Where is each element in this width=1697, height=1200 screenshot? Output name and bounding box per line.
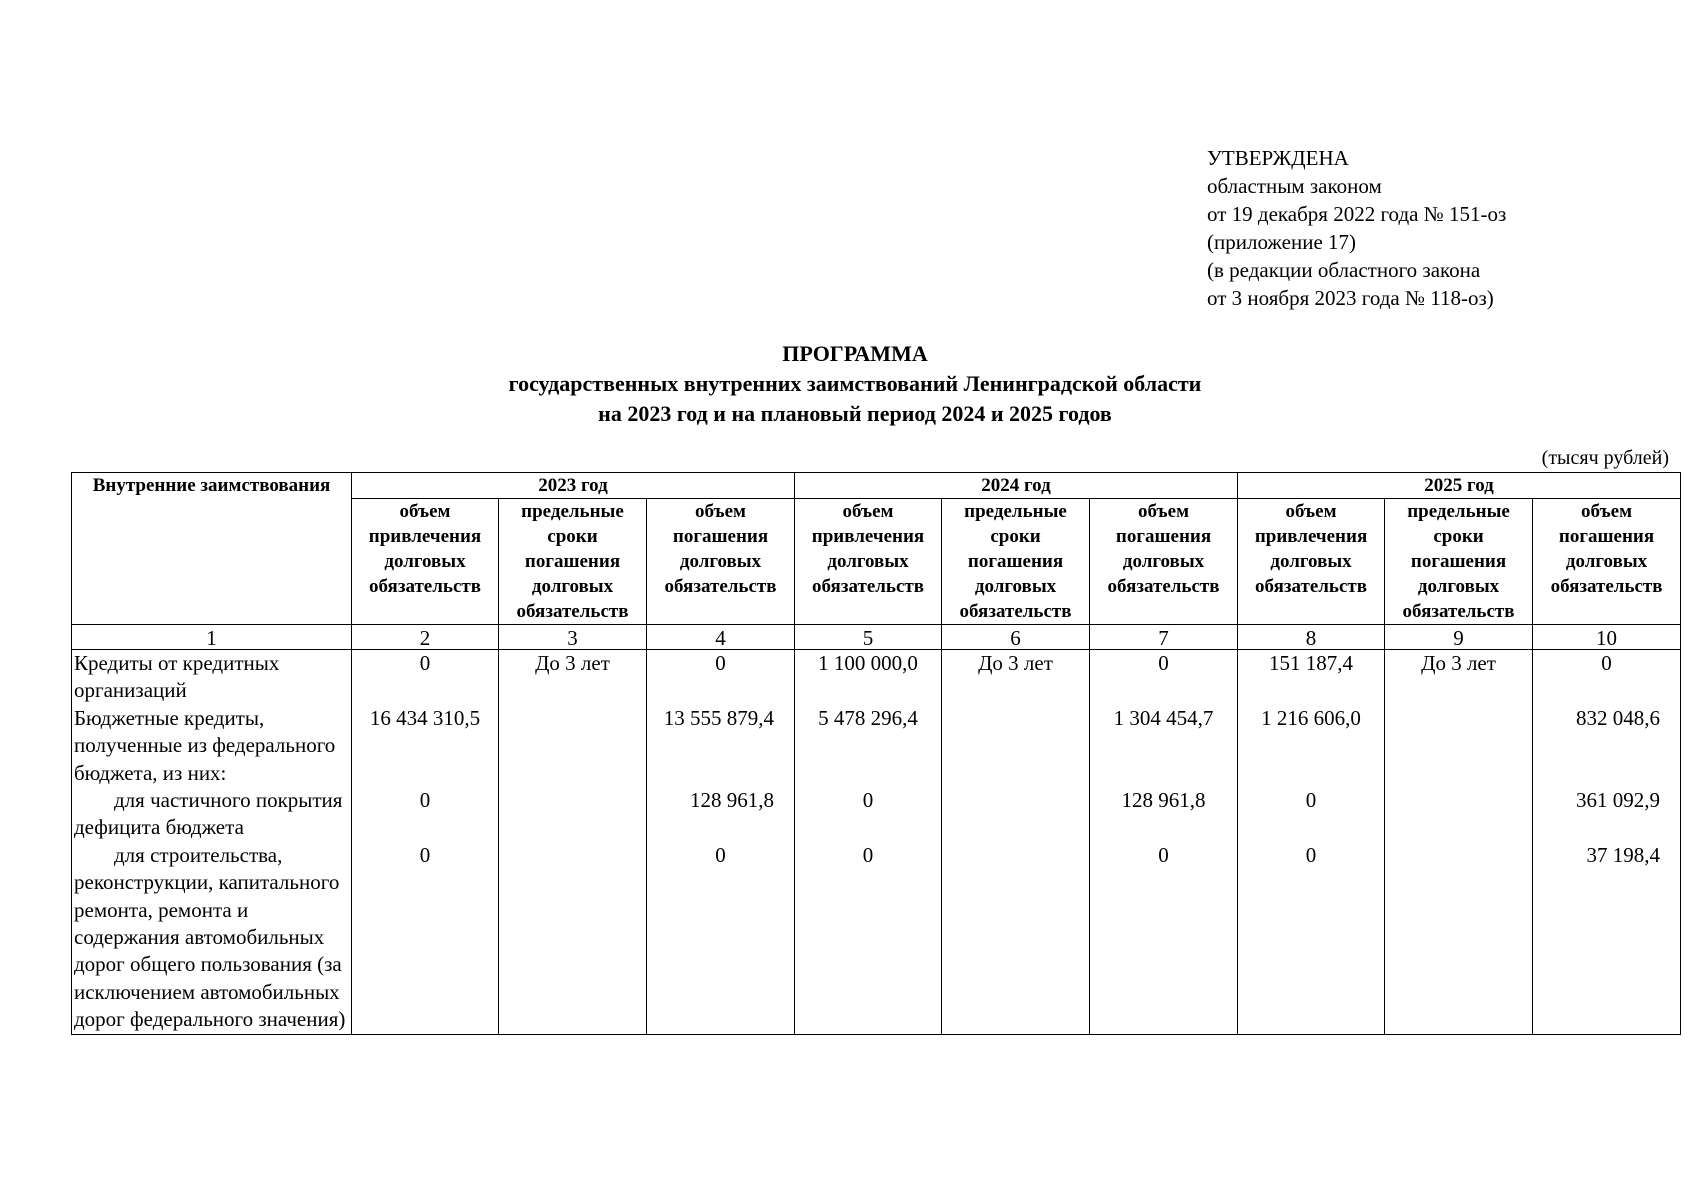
column-number: 3 [499,625,647,650]
cell-value: 1 304 454,7 [1090,705,1238,787]
cell-value [499,705,647,787]
row-name: для строительства, реконструкции, капитального ремонта, ремонта и содержания автомобильных дорог общего пользования (за исключением автомобильных дорог федерального значения) [72,842,352,1034]
cell-value: 0 [352,650,499,705]
row-name: Кредиты от кредитных организаций [72,650,352,705]
row-name: для частичного покрытия дефицита бюджета [72,787,352,842]
cell-value [1385,842,1533,1034]
header-repayment-terms: предельные сроки погашения долговых обязательств [942,499,1090,625]
units-note: (тысяч рублей) [1541,447,1669,469]
header-repayment-volume: объем погашения долговых обязательств [647,499,795,625]
column-number: 4 [647,625,795,650]
cell-value: 5 478 296,4 [795,705,942,787]
title-line: на 2023 год и на плановый период 2024 и 2025 годов [598,401,1112,426]
cell-value: 832 048,6 [1533,705,1681,787]
cell-value: 0 [647,842,795,1034]
header-borrowings: Внутренние заимствования [72,473,352,625]
cell-value: 128 961,8 [647,787,795,842]
document-title [0,339,1697,429]
approval-line: от 19 декабря 2022 года № 151-оз [1207,202,1507,226]
cell-value [942,705,1090,787]
column-number: 1 [72,625,352,650]
approval-line: областным законом [1207,174,1382,198]
cell-value: 0 [352,842,499,1034]
approval-line: УТВЕРЖДЕНА [1207,146,1349,170]
cell-value [1385,787,1533,842]
column-number: 7 [1090,625,1238,650]
cell-value: 0 [795,787,942,842]
cell-value: 0 [1238,787,1385,842]
cell-value: До 3 лет [499,650,647,705]
cell-value: 1 216 606,0 [1238,705,1385,787]
table-row [72,842,1681,1034]
cell-value: 0 [1238,842,1385,1034]
cell-value: 13 555 879,4 [647,705,795,787]
cell-value [499,787,647,842]
table-row [72,787,1681,842]
cell-value: 0 [647,650,795,705]
cell-value: 0 [795,842,942,1034]
header-year-2025: 2025 год [1238,473,1681,499]
cell-value [942,842,1090,1034]
cell-value: 128 961,8 [1090,787,1238,842]
cell-value: 361 092,9 [1533,787,1681,842]
header-row-years [72,473,1681,499]
cell-value: 0 [1090,650,1238,705]
cell-value: 151 187,4 [1238,650,1385,705]
approval-line: (в редакции областного закона [1207,258,1481,282]
cell-value: 0 [352,787,499,842]
cell-value: 1 100 000,0 [795,650,942,705]
cell-value: 0 [1090,842,1238,1034]
approval-block [1207,144,1506,312]
column-number: 10 [1533,625,1681,650]
title-line: государственных внутренних заимствований Ленинградской области [508,371,1202,396]
header-year-2023: 2023 год [352,473,795,499]
cell-value: 0 [1533,650,1681,705]
header-repayment-volume: объем погашения долговых обязательств [1090,499,1238,625]
cell-value [1385,705,1533,787]
borrowings-table [71,472,1681,1035]
cell-value: 37 198,4 [1533,842,1681,1034]
column-number: 6 [942,625,1090,650]
column-number: 5 [795,625,942,650]
header-year-2024: 2024 год [795,473,1238,499]
cell-value [942,787,1090,842]
approval-line: от 3 ноября 2023 года № 118-оз) [1207,286,1494,310]
approval-line: (приложение 17) [1207,230,1357,254]
header-attraction-volume: объем привлечения долговых обязательств [1238,499,1385,625]
cell-value: До 3 лет [1385,650,1533,705]
title-line: ПРОГРАММА [782,341,928,366]
header-repayment-terms: предельные сроки погашения долговых обязательств [1385,499,1533,625]
header-attraction-volume: объем привлечения долговых обязательств [795,499,942,625]
header-repayment-terms: предельные сроки погашения долговых обязательств [499,499,647,625]
cell-value: 16 434 310,5 [352,705,499,787]
table-row [72,705,1681,787]
column-number: 2 [352,625,499,650]
table-row [72,650,1681,705]
column-number: 8 [1238,625,1385,650]
header-attraction-volume: объем привлечения долговых обязательств [352,499,499,625]
cell-value [499,842,647,1034]
header-repayment-volume: объем погашения долговых обязательств [1533,499,1681,625]
column-number: 9 [1385,625,1533,650]
row-name: Бюджетные кредиты, полученные из федерального бюджета, из них: [72,705,352,787]
column-number-row [72,625,1681,650]
cell-value: До 3 лет [942,650,1090,705]
